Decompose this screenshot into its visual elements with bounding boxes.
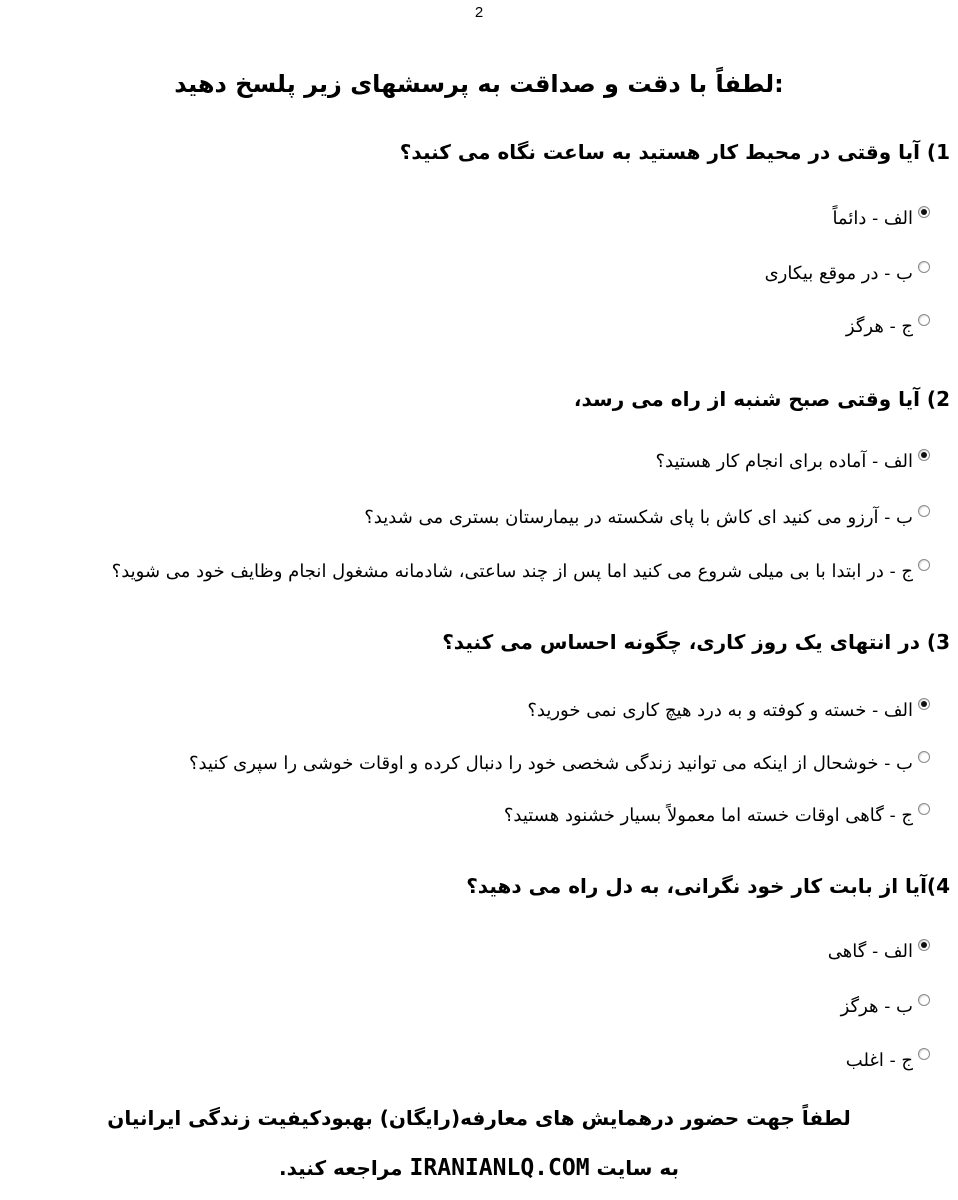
option-label: الف - دائماً <box>832 208 913 229</box>
option-2c[interactable] <box>112 561 930 582</box>
radio-selected-icon[interactable] <box>918 698 930 710</box>
option-1a[interactable] <box>832 208 930 229</box>
option-3c[interactable] <box>504 805 930 826</box>
option-label: ج - در ابتدا با بی میلی شروع می کنید اما پس از چند ساعتی، شادمانه مشغول انجام وظایف خود می شوید؟ <box>111 561 913 582</box>
option-1c[interactable] <box>846 316 930 337</box>
radio-selected-icon[interactable] <box>918 449 930 461</box>
option-label: ب - آرزو می کنید ای کاش با پای شکسته در بیمارستان بستری می شدید؟ <box>364 507 913 528</box>
radio-icon[interactable] <box>918 261 930 273</box>
footer-line-2 <box>0 1155 958 1181</box>
option-label: ج - گاهی اوقات خسته اما معمولاً بسیار خشنود هستید؟ <box>503 805 913 826</box>
option-label: ب - هرگز <box>840 996 913 1017</box>
option-1b[interactable] <box>765 263 930 284</box>
radio-icon[interactable] <box>918 505 930 517</box>
radio-icon[interactable] <box>918 559 930 571</box>
option-3b[interactable] <box>189 753 930 774</box>
radio-selected-icon[interactable] <box>918 206 930 218</box>
footer-line-1: لطفاً جهت حضور درهمایش های معارفه(رایگان) بهبودکیفیت زندگی ایرانیان <box>107 1106 851 1130</box>
option-label: الف - آماده برای انجام کار هستید؟ <box>655 451 913 472</box>
option-4b[interactable] <box>841 996 930 1017</box>
option-label: الف - گاهی <box>827 941 913 962</box>
option-label: ب - در موقع بیکاری <box>764 263 913 284</box>
option-4a[interactable] <box>828 941 930 962</box>
question-4: 4)آیا از بابت کار خود نگرانی، به دل راه می دهید؟ <box>466 874 950 898</box>
radio-icon[interactable] <box>918 314 930 326</box>
option-label: ج - هرگز <box>845 316 913 337</box>
page-title: لطفاً با دقت و صداقت به پرسشهای زیر پلسخ دهید: <box>174 70 784 98</box>
question-1: 1) آیا وقتی در محیط کار هستید به ساعت نگاه می کنید؟ <box>399 140 950 164</box>
page-number: 2 <box>474 4 484 21</box>
question-3: 3) در انتهای یک روز کاری، چگونه احساس می کنید؟ <box>442 630 950 654</box>
option-4c[interactable] <box>846 1050 930 1071</box>
option-2b[interactable] <box>364 507 930 528</box>
option-2a[interactable] <box>655 451 930 472</box>
radio-icon[interactable] <box>918 994 930 1006</box>
radio-selected-icon[interactable] <box>918 939 930 951</box>
option-label: ج - اغلب <box>845 1050 913 1071</box>
radio-icon[interactable] <box>918 1048 930 1060</box>
radio-icon[interactable] <box>918 751 930 763</box>
option-label: ب - خوشحال از اینکه می توانید زندگی شخصی خود را دنبال کرده و اوقات خوشی را سپری کنید؟ <box>188 753 913 774</box>
option-label: الف - خسته و کوفته و به درد هیچ کاری نمی خورید؟ <box>527 700 913 721</box>
radio-icon[interactable] <box>918 803 930 815</box>
footer-prefix: به سایت <box>596 1156 679 1180</box>
question-2: 2) آیا وقتی صبح شنبه از راه می رسد، <box>573 387 950 411</box>
footer-suffix: مراجعه کنید. <box>278 1156 403 1180</box>
option-3a[interactable] <box>527 700 930 721</box>
site-link[interactable]: IRANIANLQ.COM <box>409 1155 590 1181</box>
